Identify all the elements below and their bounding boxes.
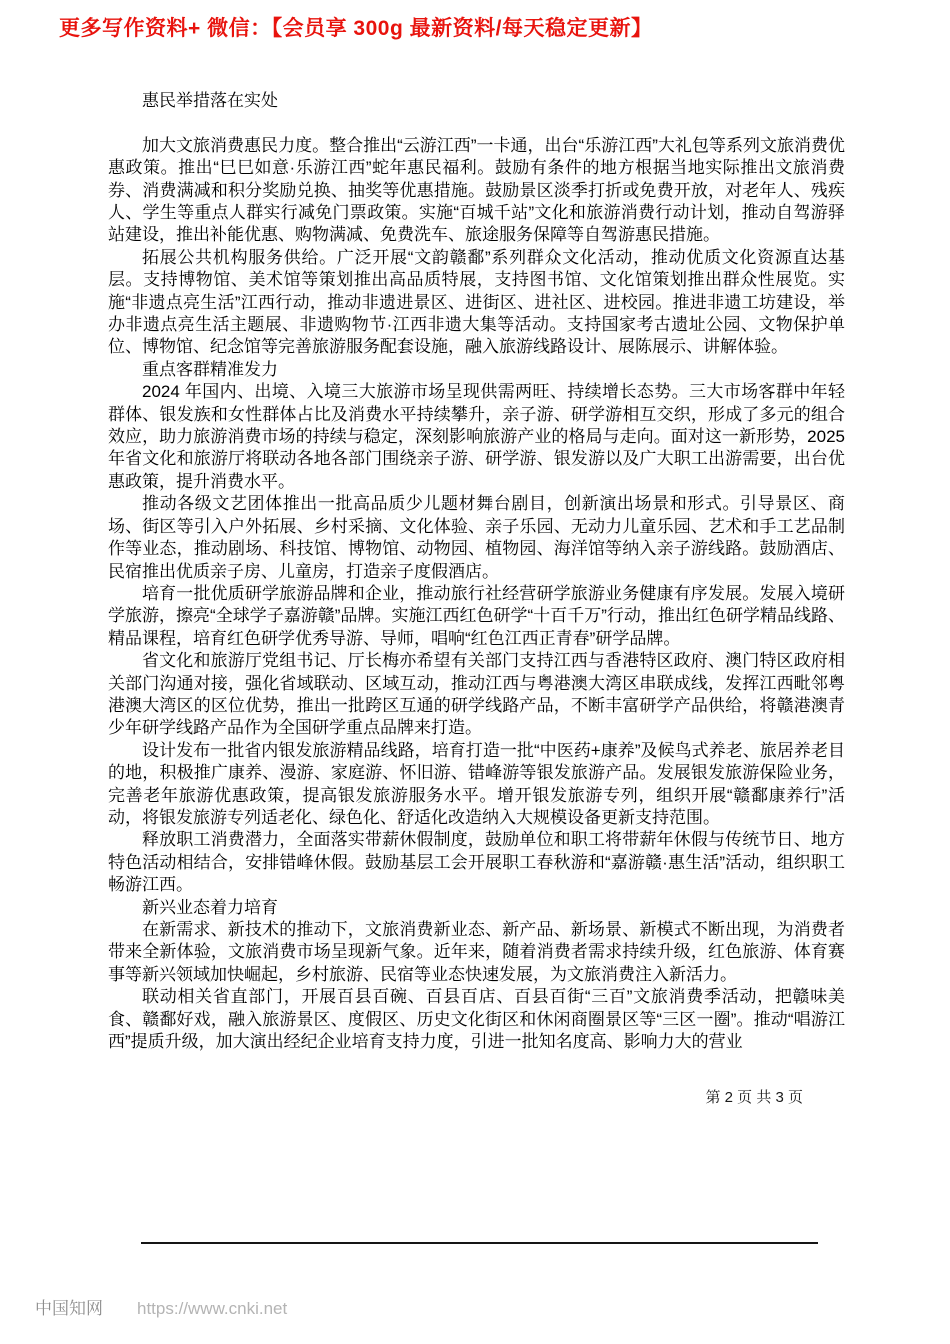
cnki-footer xyxy=(35,1294,287,1319)
cnki-site-name: 中国知网 xyxy=(35,1299,103,1318)
body-paragraph: 在新需求、新技术的推动下，文旅消费新业态、新产品、新场景、新模式不断出现，为消费者带来全新体验，文旅消费市场呈现新气象。近年来，随着消费者需求持续升级，红色旅游、体育赛事等新兴领域加快崛起，乡村旅游、民宿等业态快速发展，为文旅消费注入新活力。 xyxy=(108,920,845,984)
document-body xyxy=(108,90,845,1053)
body-paragraph: 拓展公共机构服务供给。广泛开展“文韵赣鄱”系列群众文化活动，推动优质文化资源直达基层。支持博物馆、美术馆等策划推出高品质特展，支持图书馆、文化馆策划推出群众性展览。实施“非遗点亮生活”江西行动，推动非遗进景区、进街区、进社区、进校园。推进非遗工坊建设，举办非遗点亮生活主题展、非遗购物节·江西非遗大集等活动。支持国家考古遗址公园、文物保护单位、博物馆、纪念馆等完善旅游服务配套设施，融入旅游线路设计、展陈展示、讲解体验。 xyxy=(108,247,845,357)
body-paragraph: 设计发布一批省内银发旅游精品线路，培育打造一批“中医药+康养”及候鸟式养老、旅居养老目的地，积极推广康养、漫游、家庭游、怀旧游、错峰游等银发旅游产品。发展银发旅游保险业务，完善老年旅游优惠政策，提高银发旅游服务水平。增开银发旅游专列，组织开展“赣鄱康养行”活动，将银发旅游专列适老化、绿色化、舒适化改造纳入大规模设备更新支持范围。 xyxy=(108,740,845,827)
section-heading: 新兴业态着力培育 xyxy=(142,897,278,917)
body-paragraph: 加大文旅消费惠民力度。整合推出“云游江西”一卡通，出台“乐游江西”大礼包等系列文旅消费优惠政策。推出“巳巳如意·乐游江西”蛇年惠民福利。鼓励有条件的地方根据当地实际推出文旅消费券、消费满减和积分奖励兑换、抽奖等优惠措施。鼓励景区淡季打折或免费开放，对老年人、残疾人、学生等重点人群实行减免门票政策。实施“百城千站”文化和旅游消费行动计划，推动自驾游驿站建设，推出补能优惠、购物满减、免费洗车、旅途服务保障等自驾游惠民措施。 xyxy=(108,135,845,245)
document-title: 惠民举措落在实处 xyxy=(142,91,278,110)
body-paragraph: 省文化和旅游厅党组书记、厅长梅亦希望有关部门支持江西与香港特区政府、澳门特区政府相关部门沟通对接，强化省域联动、区域互动，推动江西与粤港澳大湾区串联成线，发挥江西毗邻粤港澳大湾区的区位优势，推出一批跨区互通的研学线路产品，不断丰富研学产品供给，将赣港澳青少年研学线路产品作为全国研学重点品牌来打造。 xyxy=(108,651,845,738)
body-paragraph: 联动相关省直部门，开展百县百碗、百县百店、百县百街“三百”文旅消费季活动，把赣味美食、赣鄱好戏，融入旅游景区、度假区、历史文化街区和休闲商圈景区等“三区一圈”。推动“唱游江西”提质升级，加大演出经纪企业培育支持力度，引进一批知名度高、影响力大的营业 xyxy=(108,987,845,1052)
cnki-site-url: https://www.cnki.net xyxy=(137,1299,288,1318)
footer-divider xyxy=(141,1242,818,1244)
section-heading: 重点客群精准发力 xyxy=(142,359,278,379)
body-paragraph: 推动各级文艺团体推出一批高品质少儿题材舞台剧目，创新演出场景和形式。引导景区、商场、街区等引入户外拓展、乡村采摘、文化体验、亲子乐园、无动力儿童乐园、艺术和手工艺品制作等业态，推动剧场、科技馆、博物馆、动物园、植物园、海洋馆等纳入亲子游线路。鼓励酒店、民宿推出优质亲子房、儿童房，打造亲子度假酒店。 xyxy=(108,494,845,581)
body-paragraph: 培育一批优质研学旅游品牌和企业，推动旅行社经营研学旅游业务健康有序发展。发展入境研学旅游，擦亮“全球学子嘉游赣”品牌。实施江西红色研学“十百千万”行动，推出红色研学精品线路、精品课程，培育红色研学优秀导游、导师，唱响“红色江西正青春”研学品牌。 xyxy=(108,583,845,648)
body-paragraph: 2024 年国内、出境、入境三大旅游市场呈现供需两旺、持续增长态势。三大市场客群中年轻群体、银发族和女性群体占比及消费水平持续攀升，亲子游、研学游相互交织，形成了多元的组合效应，助力旅游消费市场的持续与稳定，深刻影响旅游产业的格局与走向。面对这一新形势，2025 年省文化和旅游厅将联动各地各部门围绕亲子游、研学游、银发游以及广大职工出游需要，出台优惠政策，提升消费水平。 xyxy=(108,382,845,491)
page-number: 第 2 页 共 3 页 xyxy=(705,1089,803,1106)
promo-banner: 更多写作资料+ 微信：【会员享 300g 最新资料/每天稳定更新】 xyxy=(59,17,653,40)
body-paragraph: 释放职工消费潜力，全面落实带薪休假制度，鼓励单位和职工将带薪年休假与传统节日、地方特色活动相结合，安排错峰休假。鼓励基层工会开展职工春秋游和“嘉游赣·惠生活”活动，组织职工畅游江西。 xyxy=(108,830,845,895)
